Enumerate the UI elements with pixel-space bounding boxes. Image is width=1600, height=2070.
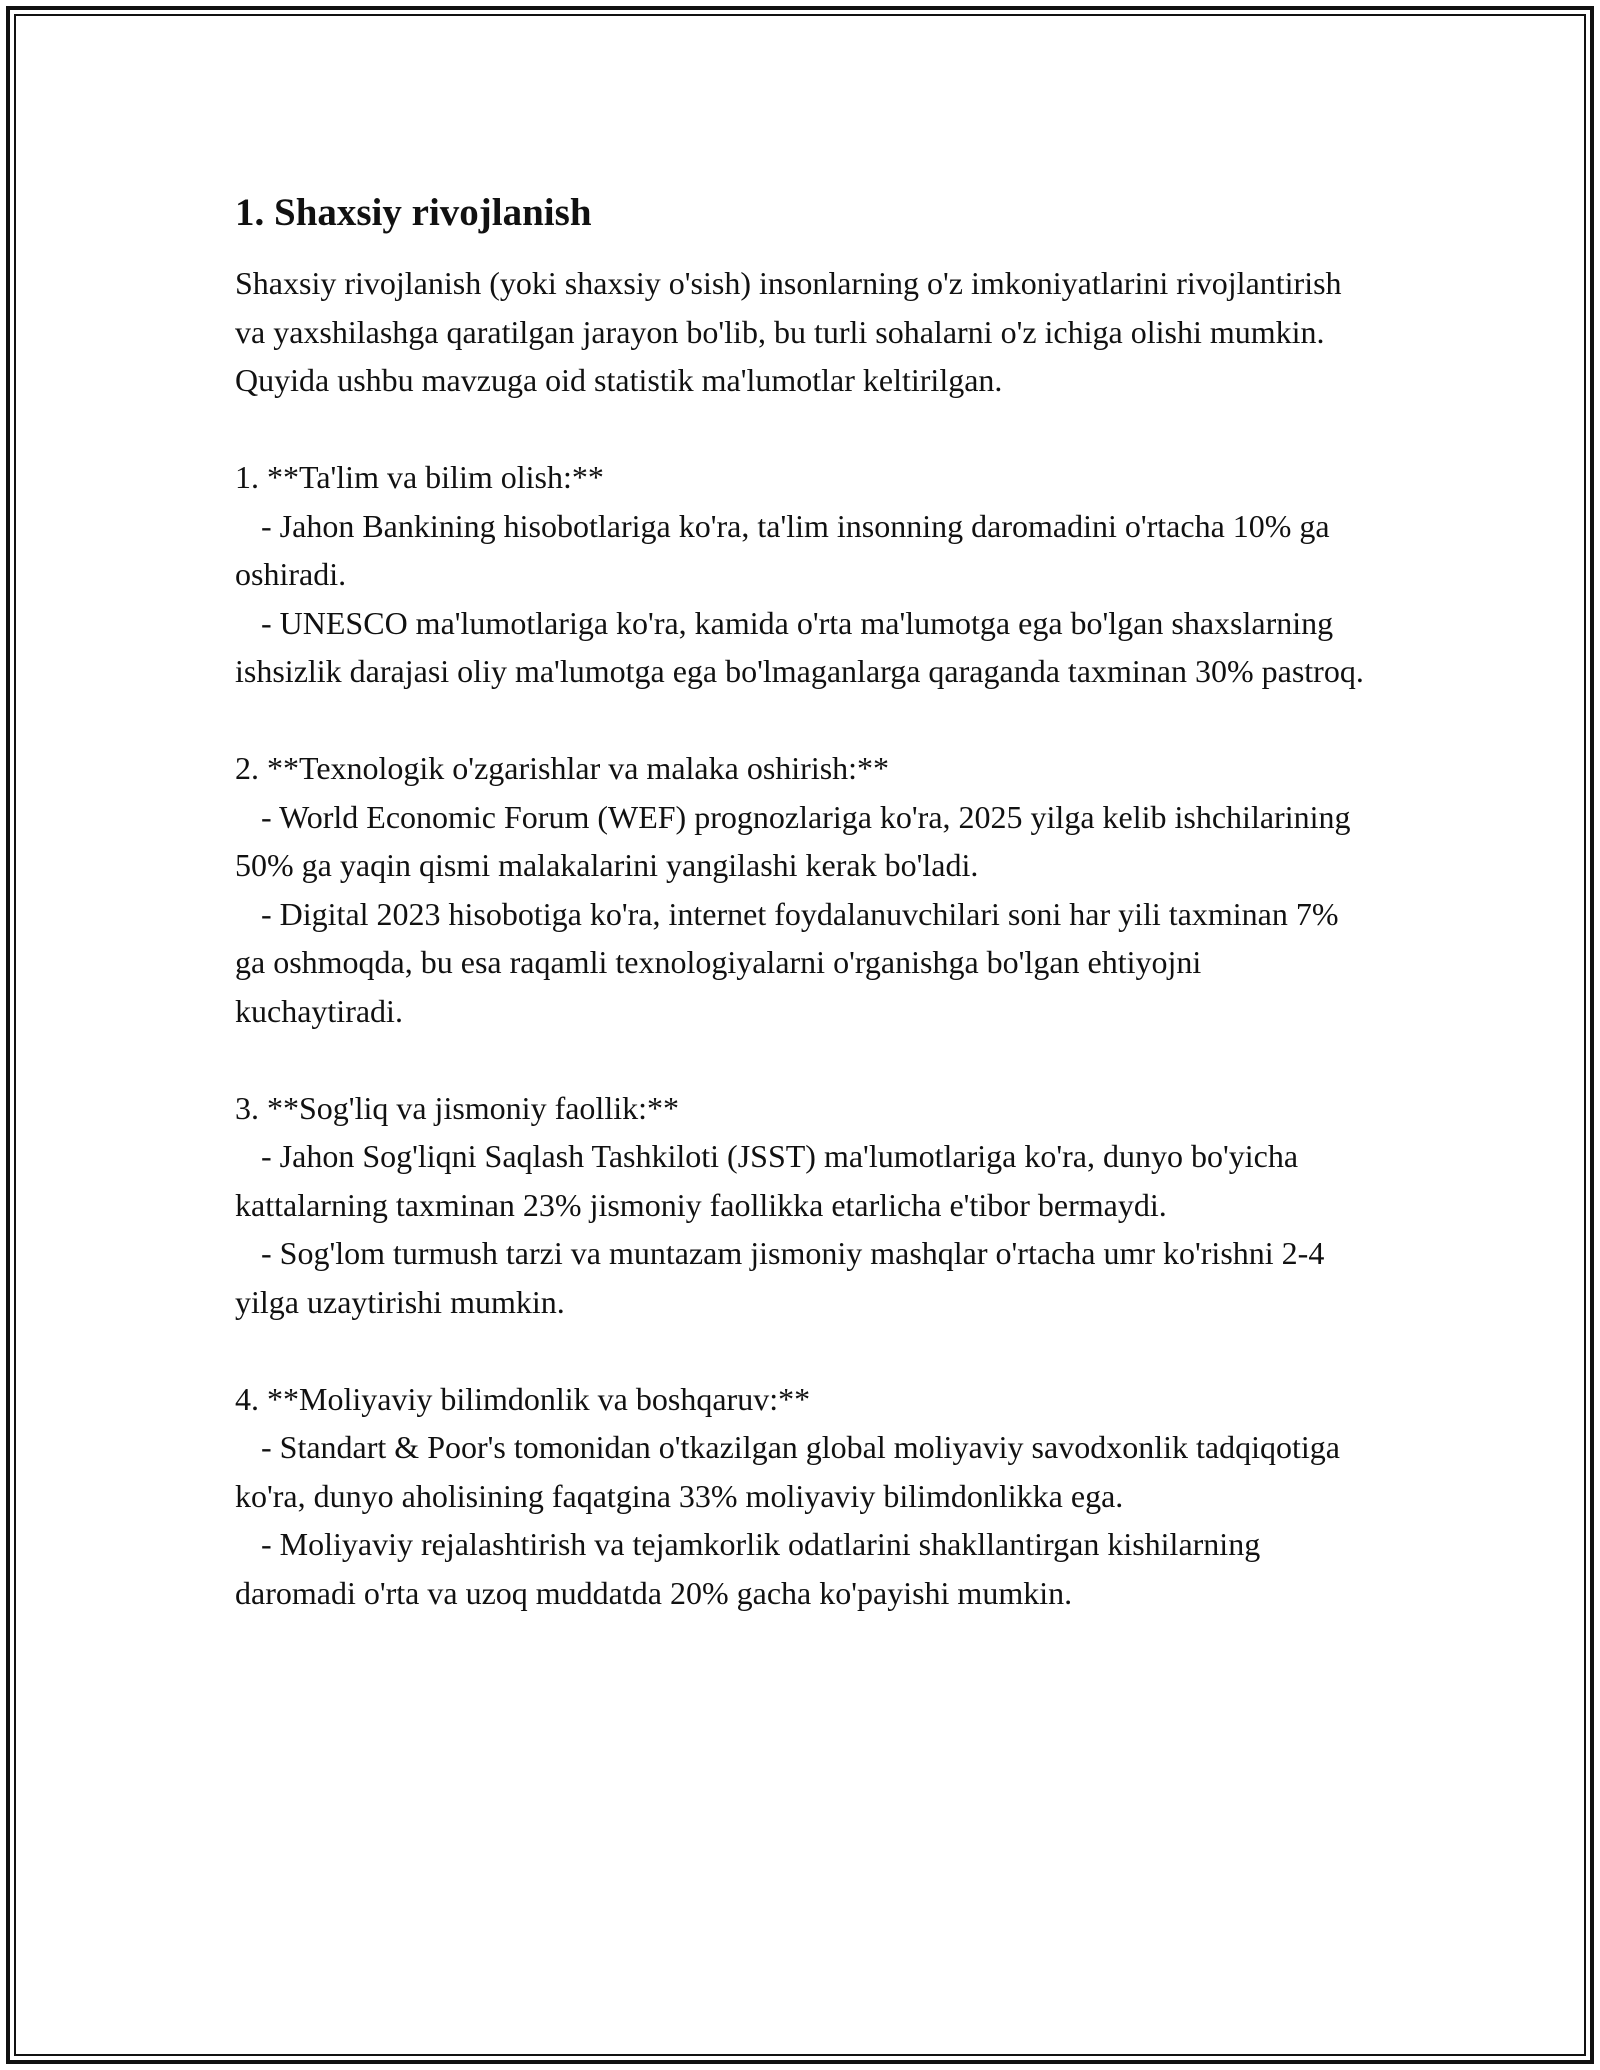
bullet-item: - Moliyaviy rejalashtirish va tejamkorlik odatlarini shakllantirgan kishilarning daromadi o'rta va uzoq muddatda 20% gacha ko'payishi mumkin. <box>235 1526 1269 1611</box>
spacer <box>235 696 1375 745</box>
spacer <box>235 405 1375 454</box>
section-title: 2. **Texnologik o'zgarishlar va malaka oshirish:** <box>235 750 890 786</box>
spacer <box>235 1035 1375 1084</box>
bullet-item: - Jahon Bankining hisobotlariga ko'ra, ta'lim insonning daromadini o'rtacha 10% ga oshiradi. <box>235 507 1338 592</box>
bullet-item: - Sog'lom turmush tarzi va muntazam jismoniy mashqlar o'rtacha umr ko'rishni 2-4 yilga uzaytirishi mumkin. <box>235 1235 1333 1320</box>
bullet-item: - UNESCO ma'lumotlariga ko'ra, kamida o'rta ma'lumotga ega bo'lgan shaxslarning ishsizlik darajasi oliy ma'lumotga ega bo'lmaganlarga qaraganda taxminan 30% pastroq. <box>235 604 1364 689</box>
bullet-item: - Jahon Sog'liqni Saqlash Tashkiloti (JSST) ma'lumotlariga ko'ra, dunyo bo'yicha kattalarning taxminan 23% jismoniy faollikka etarlicha e'tibor bermaydi. <box>235 1138 1307 1223</box>
section-finance <box>235 1375 1375 1618</box>
bullet-item: - Digital 2023 hisobotiga ko'ra, internet foydalanuvchilari soni har yili taxminan 7% ga oshmoqda, bu esa raqamli texnologiyalarni o'rganishga bo'lgan ehtiyojni kuchaytiradi. <box>235 895 1347 1029</box>
document-heading: 1. Shaxsiy rivojlanish <box>235 191 592 234</box>
section-health <box>235 1084 1375 1327</box>
document-body <box>235 185 1375 1617</box>
section-technology <box>235 744 1375 1035</box>
section-education <box>235 453 1375 696</box>
bullet-item: - World Economic Forum (WEF) prognozlariga ko'ra, 2025 yilga kelib ishchilarining 50% ga yaqin qismi malakalarini yangilashi kerak bo'ladi. <box>235 798 1359 883</box>
intro-paragraph: Shaxsiy rivojlanish (yoki shaxsiy o'sish) insonlarning o'z imkoniyatlarini rivojlantirish va yaxshilashga qaratilgan jarayon bo'lib, bu turli sohalarni o'z ichiga olishi mumkin. Quyida ushbu mavzuga oid statistik ma'lumotlar keltirilgan. <box>235 265 1350 398</box>
section-title: 1. **Ta'lim va bilim olish:** <box>235 459 604 495</box>
bullet-item: - Standart & Poor's tomonidan o'tkazilgan global moliyaviy savodxonlik tadqiqotiga ko'ra, dunyo aholisining faqatgina 33% moliyaviy bilimdonlikka ega. <box>235 1429 1348 1514</box>
spacer <box>235 1326 1375 1375</box>
section-title: 3. **Sog'liq va jismoniy faollik:** <box>235 1089 679 1126</box>
section-title: 4. **Moliyaviy bilimdonlik va boshqaruv:** <box>235 1380 811 1417</box>
